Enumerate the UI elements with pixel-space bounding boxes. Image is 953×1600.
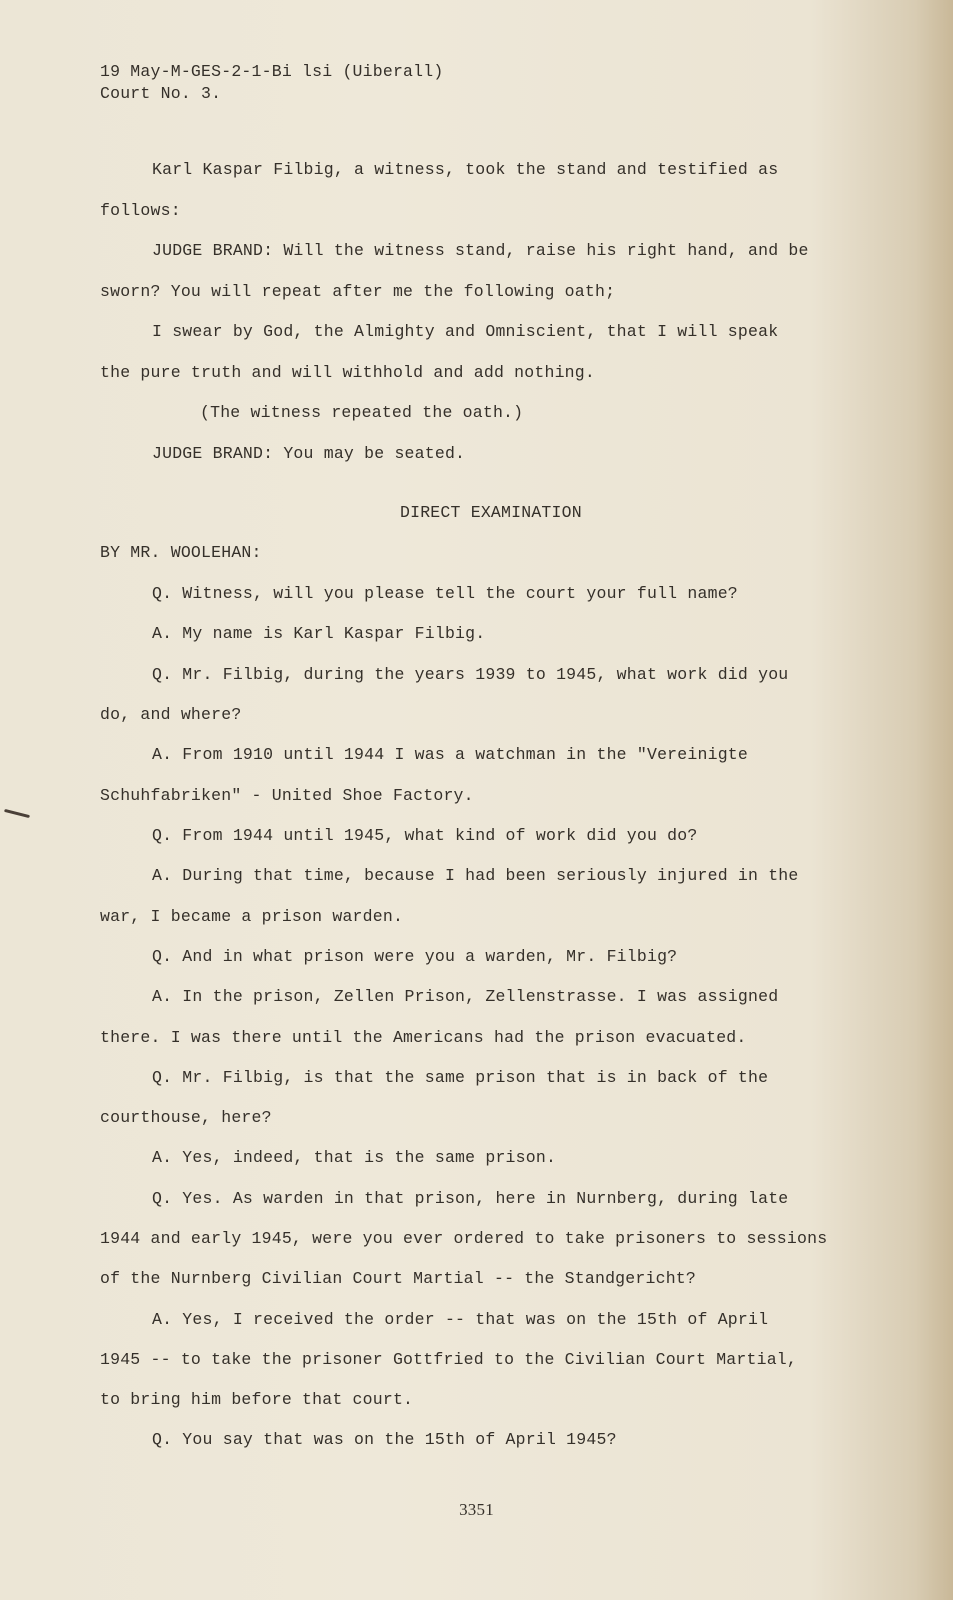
margin-mark (4, 809, 30, 818)
body-line: 1945 -- to take the prisoner Gottfried to the Civilian Court Martial, (100, 1350, 798, 1369)
body-line: A. Yes, I received the order -- that was on the 15th of April (152, 1310, 769, 1329)
body-line: Q. Yes. As warden in that prison, here in Nurnberg, during late (152, 1189, 789, 1208)
body-line: A. Yes, indeed, that is the same prison. (152, 1148, 557, 1167)
header-court: Court No. 3. (100, 84, 222, 103)
body-line: Q. Mr. Filbig, during the years 1939 to 1945, what work did you (152, 665, 789, 684)
body-line: do, and where? (100, 705, 242, 724)
body-line: I swear by God, the Almighty and Omniscient, that I will speak (152, 322, 779, 341)
body-line: Q. From 1944 until 1945, what kind of work did you do? (152, 826, 698, 845)
body-line: the pure truth and will withhold and add nothing. (100, 363, 595, 382)
body-line: Q. Witness, will you please tell the court your full name? (152, 584, 738, 603)
body-line: Q. You say that was on the 15th of April 1945? (152, 1430, 617, 1449)
body-line: courthouse, here? (100, 1108, 272, 1127)
body-line: follows: (100, 201, 181, 220)
page-number: 3351 (459, 1500, 494, 1519)
body-line: sworn? You will repeat after me the following oath; (100, 282, 616, 301)
body-line: (The witness repeated the oath.) (200, 403, 524, 422)
body-line: BY MR. WOOLEHAN: (100, 543, 262, 562)
body-line: there. I was there until the Americans had the prison evacuated. (100, 1028, 747, 1047)
body-line: A. From 1910 until 1944 I was a watchman in the "Vereinigte (152, 745, 748, 764)
body-line: 1944 and early 1945, were you ever ordered to take prisoners to sessions (100, 1229, 828, 1248)
body-line: Q. And in what prison were you a warden, Mr. Filbig? (152, 947, 678, 966)
body-line: war, I became a prison warden. (100, 907, 404, 926)
body-line: Q. Mr. Filbig, is that the same prison that is in back of the (152, 1068, 769, 1087)
body-line: JUDGE BRAND: You may be seated. (152, 444, 466, 463)
body-line: A. During that time, because I had been seriously injured in the (152, 866, 799, 885)
section-heading: DIRECT EXAMINATION (400, 503, 582, 522)
body-line: Karl Kaspar Filbig, a witness, took the stand and testified as (152, 160, 779, 179)
body-line: to bring him before that court. (100, 1390, 414, 1409)
header-docket: 19 May-M-GES-2-1-Bi lsi (Uiberall) (100, 62, 444, 81)
body-line: A. In the prison, Zellen Prison, Zellenstrasse. I was assigned (152, 987, 779, 1006)
body-line: A. My name is Karl Kaspar Filbig. (152, 624, 486, 643)
body-line: Schuhfabriken" - United Shoe Factory. (100, 786, 474, 805)
body-line: of the Nurnberg Civilian Court Martial -- the Standgericht? (100, 1269, 696, 1288)
body-line: JUDGE BRAND: Will the witness stand, raise his right hand, and be (152, 241, 809, 260)
